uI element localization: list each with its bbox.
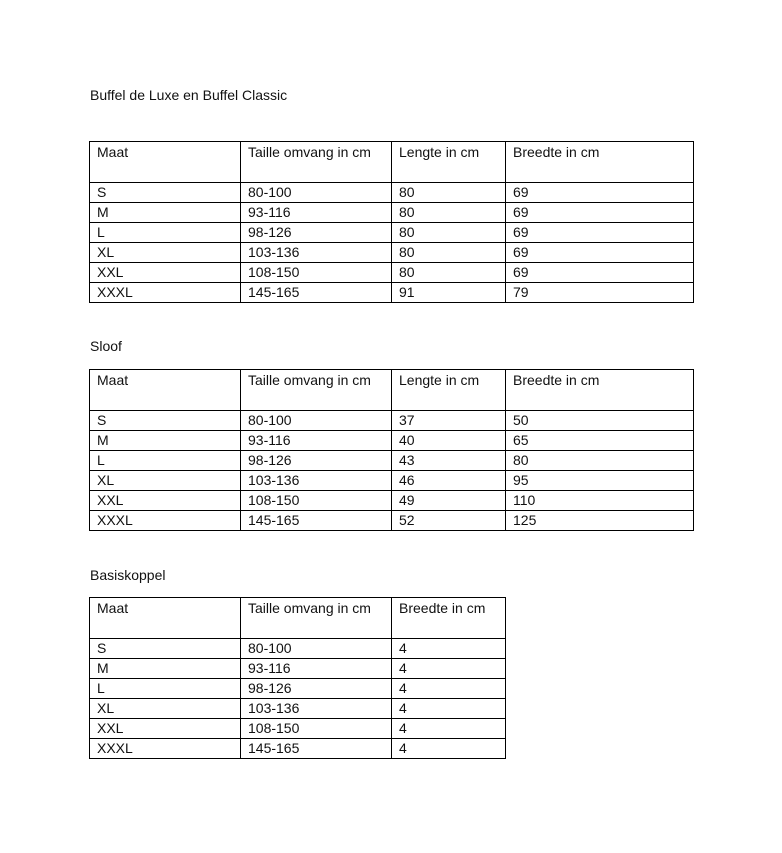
table-cell: 4 xyxy=(392,699,506,719)
table-cell: 103-136 xyxy=(241,699,392,719)
table-row xyxy=(90,471,694,491)
table-cell: 80-100 xyxy=(241,639,392,659)
column-header: Lengte in cm xyxy=(392,142,506,183)
table-row xyxy=(90,283,694,303)
column-header: Maat xyxy=(90,142,241,183)
table-row xyxy=(90,263,694,283)
table-row xyxy=(90,511,694,531)
column-header: Taille omvang in cm xyxy=(241,142,392,183)
table-cell: 4 xyxy=(392,719,506,739)
column-header: Breedte in cm xyxy=(506,370,694,411)
table-cell: 79 xyxy=(506,283,694,303)
column-header: Breedte in cm xyxy=(392,598,506,639)
table-cell: M xyxy=(90,203,241,223)
table-cell: XXL xyxy=(90,491,241,511)
table-cell: 80-100 xyxy=(241,411,392,431)
table-header-row xyxy=(90,370,694,411)
table-row xyxy=(90,183,694,203)
table-row xyxy=(90,719,506,739)
table-cell: XL xyxy=(90,471,241,491)
table-row xyxy=(90,411,694,431)
column-header: Taille omvang in cm xyxy=(241,370,392,411)
table-cell: 69 xyxy=(506,223,694,243)
column-header: Maat xyxy=(90,598,241,639)
table-cell: S xyxy=(90,411,241,431)
table-cell: 80 xyxy=(392,183,506,203)
table-cell: 80 xyxy=(392,243,506,263)
table-cell: 145-165 xyxy=(241,739,392,759)
table-cell: 108-150 xyxy=(241,263,392,283)
table-cell: 98-126 xyxy=(241,223,392,243)
table-cell: 145-165 xyxy=(241,511,392,531)
table-row xyxy=(90,203,694,223)
table-cell: 95 xyxy=(506,471,694,491)
column-header: Maat xyxy=(90,370,241,411)
table-cell: 80 xyxy=(392,203,506,223)
table-cell: 65 xyxy=(506,431,694,451)
table-cell: 69 xyxy=(506,263,694,283)
table-cell: 103-136 xyxy=(241,243,392,263)
table-cell: 93-116 xyxy=(241,659,392,679)
table-cell: XXXL xyxy=(90,511,241,531)
table-row xyxy=(90,491,694,511)
table-cell: L xyxy=(90,679,241,699)
table-cell: L xyxy=(90,223,241,243)
table-cell: 69 xyxy=(506,203,694,223)
table-cell: 80 xyxy=(392,223,506,243)
size-table xyxy=(89,141,694,303)
table-cell: 4 xyxy=(392,659,506,679)
table-cell: S xyxy=(90,183,241,203)
table-cell: XXXL xyxy=(90,739,241,759)
section-title: Basiskoppel xyxy=(90,567,166,583)
table-row xyxy=(90,739,506,759)
table-cell: 52 xyxy=(392,511,506,531)
size-table xyxy=(89,369,694,531)
table-cell: 103-136 xyxy=(241,471,392,491)
table-row xyxy=(90,679,506,699)
table-cell: 4 xyxy=(392,739,506,759)
table-cell: 37 xyxy=(392,411,506,431)
table-cell: XL xyxy=(90,243,241,263)
table-cell: 4 xyxy=(392,679,506,699)
table-row xyxy=(90,243,694,263)
table-cell: XXL xyxy=(90,719,241,739)
table-cell: 40 xyxy=(392,431,506,451)
table-cell: L xyxy=(90,451,241,471)
table-cell: 4 xyxy=(392,639,506,659)
table-cell: 108-150 xyxy=(241,491,392,511)
table-cell: XL xyxy=(90,699,241,719)
table-row xyxy=(90,451,694,471)
table-cell: 93-116 xyxy=(241,203,392,223)
table-cell: M xyxy=(90,431,241,451)
section-title: Sloof xyxy=(90,338,122,354)
table-cell: M xyxy=(90,659,241,679)
table-cell: 49 xyxy=(392,491,506,511)
table-cell: 43 xyxy=(392,451,506,471)
table-cell: 110 xyxy=(506,491,694,511)
size-table xyxy=(89,597,506,759)
table-header-row xyxy=(90,142,694,183)
table-row xyxy=(90,639,506,659)
table-cell: S xyxy=(90,639,241,659)
table-cell: 69 xyxy=(506,183,694,203)
table-row xyxy=(90,431,694,451)
table-cell: 93-116 xyxy=(241,431,392,451)
table-cell: 46 xyxy=(392,471,506,491)
table-cell: 98-126 xyxy=(241,679,392,699)
table-cell: 145-165 xyxy=(241,283,392,303)
table-cell: 50 xyxy=(506,411,694,431)
table-row xyxy=(90,699,506,719)
table-cell: 80-100 xyxy=(241,183,392,203)
table-cell: 80 xyxy=(392,263,506,283)
table-cell: 125 xyxy=(506,511,694,531)
column-header: Breedte in cm xyxy=(506,142,694,183)
column-header: Taille omvang in cm xyxy=(241,598,392,639)
column-header: Lengte in cm xyxy=(392,370,506,411)
table-cell: 108-150 xyxy=(241,719,392,739)
table-cell: 98-126 xyxy=(241,451,392,471)
table-cell: 80 xyxy=(506,451,694,471)
table-cell: XXXL xyxy=(90,283,241,303)
table-cell: 91 xyxy=(392,283,506,303)
section-title: Buffel de Luxe en Buffel Classic xyxy=(90,87,288,103)
table-header-row xyxy=(90,598,506,639)
table-row xyxy=(90,659,506,679)
table-row xyxy=(90,223,694,243)
table-cell: XXL xyxy=(90,263,241,283)
table-cell: 69 xyxy=(506,243,694,263)
